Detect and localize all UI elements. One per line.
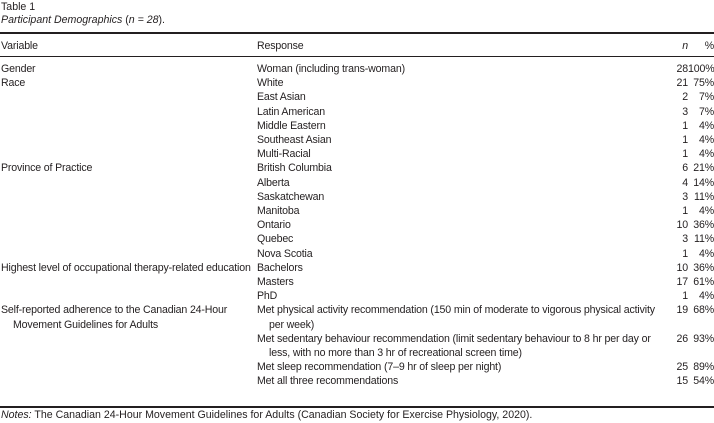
- n-cell: 17: [676, 276, 688, 289]
- pct-cell: 11%: [694, 190, 714, 203]
- pct-cell: 14%: [693, 176, 714, 189]
- n-cell: 4: [682, 176, 688, 189]
- table-row: [0, 90, 714, 104]
- n-cell: 6: [682, 162, 688, 175]
- top-rule: [0, 32, 714, 34]
- response-cell: Latin American: [257, 105, 325, 118]
- n-cell: 26: [676, 332, 688, 345]
- n-cell: 21: [676, 77, 688, 90]
- n-cell: 2: [682, 91, 688, 104]
- variable-cell: [0, 190, 257, 204]
- response-cell: Nova Scotia: [257, 247, 313, 260]
- n-cell: 25: [676, 361, 688, 374]
- pct-cell: 93%: [693, 332, 714, 345]
- n-cell: 1: [682, 119, 688, 132]
- caption-close: ).: [158, 14, 166, 26]
- header-variable: Variable: [1, 40, 38, 52]
- table-caption: Participant Demographics (n = 28).: [1, 14, 166, 26]
- table-row: [0, 218, 714, 232]
- table-row: [0, 303, 714, 331]
- variable-cell: [0, 119, 257, 133]
- variable-cell: Race: [1, 77, 26, 90]
- table-label: Table 1: [1, 1, 36, 13]
- table-row: [0, 332, 714, 360]
- n-cell: 1: [682, 205, 688, 218]
- caption-n: n = 28: [128, 14, 159, 26]
- table-row: [0, 247, 714, 261]
- response-cell: Woman (including trans-woman): [257, 63, 405, 75]
- response-cell: Multi-Racial: [257, 148, 311, 161]
- header-pct: %: [704, 40, 714, 52]
- n-cell: 1: [682, 290, 688, 303]
- variable-cell: [0, 247, 257, 261]
- variable-cell: [0, 147, 257, 161]
- response-cell: Saskatchewan: [257, 190, 325, 203]
- pct-cell: 61%: [693, 276, 714, 289]
- response-cell: Met sleep recommendation (7–9 hr of sleep per night): [257, 361, 502, 374]
- table-row: [0, 190, 714, 204]
- response-cell: Quebec: [257, 233, 294, 246]
- n-cell: 1: [682, 134, 688, 147]
- response-cell: Manitoba: [257, 205, 300, 218]
- pct-cell: 21%: [693, 162, 714, 175]
- response-cell: East Asian: [257, 91, 306, 104]
- n-cell: 10: [676, 219, 688, 232]
- n-cell: 15: [676, 375, 688, 388]
- response-cell: Met physical activity recommendation (150 min of moderate to vigorous physical activity per week): [257, 304, 655, 331]
- pct-cell: 7%: [698, 105, 714, 118]
- n-cell: 1: [682, 148, 688, 161]
- variable-cell: Highest level of occupational therapy-related education: [1, 261, 251, 274]
- header-response: Response: [257, 40, 304, 52]
- n-cell: 3: [682, 190, 688, 203]
- table-notes: [1, 409, 532, 422]
- variable-cell: [0, 289, 257, 303]
- pct-cell: 4%: [698, 290, 714, 303]
- variable-cell: [0, 105, 257, 119]
- response-cell: Met sedentary behaviour recommendation (limit sedentary behaviour to 8 hr per day or less, with no more than 3 hr of recreational screen time): [257, 332, 651, 360]
- table-row: [0, 105, 714, 119]
- variable-cell: [0, 204, 257, 218]
- pct-cell: 4%: [698, 205, 714, 218]
- response-cell: White: [257, 77, 284, 90]
- response-cell: Bachelors: [257, 261, 303, 274]
- header-row: [0, 38, 714, 56]
- variable-cell: [0, 332, 257, 360]
- variable-cell: [0, 90, 257, 104]
- pct-cell: 4%: [698, 134, 714, 147]
- notes-text: The Canadian 24-Hour Movement Guidelines for Adults (Canadian Society for Exercise Physiology, 2020).: [31, 409, 533, 421]
- variable-cell: [0, 218, 257, 232]
- table-row: [0, 204, 714, 218]
- pct-cell: 54%: [693, 375, 714, 388]
- n-cell: 3: [682, 105, 688, 118]
- table-row: [0, 62, 714, 76]
- pct-cell: 68%: [693, 304, 714, 317]
- n-cell: 1: [682, 247, 688, 260]
- table-row: [0, 275, 714, 289]
- pct-cell: 11%: [694, 233, 714, 246]
- response-cell: Alberta: [257, 176, 290, 189]
- n-cell: 19: [676, 304, 688, 317]
- response-cell: PhD: [257, 290, 278, 303]
- variable-cell: [0, 133, 257, 147]
- pct-cell: 4%: [698, 148, 714, 161]
- table-row: [0, 289, 714, 303]
- pct-cell: 7%: [698, 91, 714, 104]
- n-cell: 10: [676, 261, 688, 274]
- variable-cell: Province of Practice: [1, 162, 93, 175]
- pct-cell: 36%: [693, 261, 714, 274]
- response-cell: Met all three recommendations: [257, 375, 399, 388]
- variable-cell: [0, 176, 257, 190]
- variable-cell: [0, 232, 257, 246]
- pct-cell: 4%: [698, 247, 714, 260]
- response-cell: Middle Eastern: [257, 119, 326, 132]
- n-cell: 3: [682, 233, 688, 246]
- variable-cell: Gender: [1, 63, 36, 75]
- table-row: [0, 360, 714, 374]
- n-cell: 28: [676, 63, 688, 75]
- response-cell: Ontario: [257, 219, 291, 232]
- response-cell: Southeast Asian: [257, 134, 332, 147]
- table-row: [0, 147, 714, 161]
- response-cell: Masters: [257, 276, 294, 289]
- response-cell: British Columbia: [257, 162, 332, 175]
- variable-cell: [0, 275, 257, 289]
- table-row: [0, 261, 714, 275]
- table-row: [0, 161, 714, 175]
- pct-cell: 89%: [693, 361, 714, 374]
- notes-label: Notes:: [1, 409, 32, 421]
- pct-cell: 4%: [698, 119, 714, 132]
- variable-cell: [0, 374, 257, 388]
- bottom-rule: [0, 406, 714, 408]
- variable-cell: [0, 360, 257, 374]
- table-row: [0, 119, 714, 133]
- variable-cell: Self-reported adherence to the Canadian 24-Hour Movement Guidelines for Adults: [1, 304, 228, 331]
- pct-cell: 100%: [688, 63, 714, 75]
- table-row: [0, 133, 714, 147]
- table-row: [0, 176, 714, 190]
- table-row: [0, 76, 714, 90]
- demographics-table: [0, 38, 714, 389]
- pct-cell: 36%: [693, 219, 714, 232]
- caption-title: Participant Demographics: [1, 14, 123, 26]
- header-n: n: [682, 40, 688, 52]
- table-body: [0, 62, 714, 389]
- table-row: [0, 232, 714, 246]
- pct-cell: 75%: [693, 77, 714, 90]
- table-row: [0, 374, 714, 388]
